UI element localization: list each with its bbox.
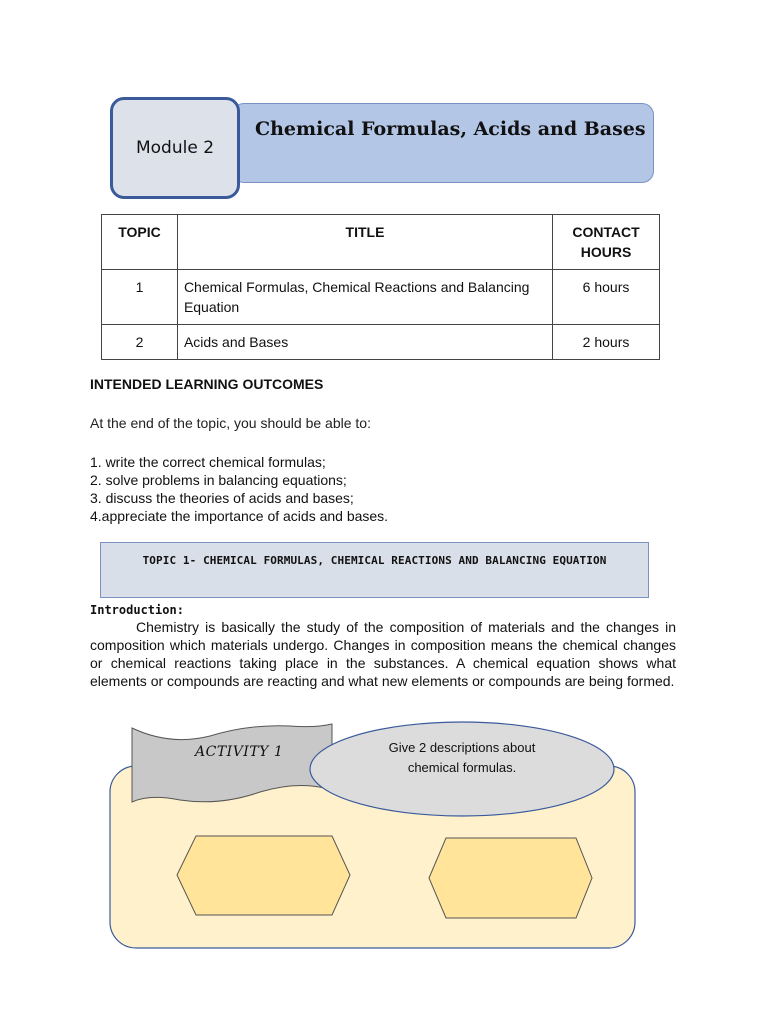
introduction-heading: Introduction: [90, 603, 184, 617]
module-label-box [110, 97, 240, 199]
row-title: Acids and Bases [177, 325, 552, 360]
module-title-banner [232, 103, 654, 183]
row-hours: 2 hours [553, 325, 660, 360]
activity-label: ACTIVITY 1 [195, 744, 284, 760]
list-item: 1. write the correct chemical formulas; [90, 454, 326, 470]
answer-hexagon-left[interactable] [177, 836, 350, 915]
topic-banner-text: TOPIC 1- CHEMICAL FORMULAS, CHEMICAL REACTIONS AND BALANCING EQUATION [142, 554, 607, 567]
list-item: 2. solve problems in balancing equations; [90, 472, 347, 488]
module-title: Chemical Formulas, Acids and Bases [255, 118, 646, 140]
activity-prompt: Give 2 descriptions about chemical formulas. [388, 740, 536, 775]
header-contact-hours [553, 215, 660, 270]
header-hours-line2: HOURS [580, 244, 632, 260]
outcomes-heading: INTENDED LEARNING OUTCOMES [90, 376, 324, 392]
list-item: 4.appreciate the importance of acids and bases. [90, 508, 389, 524]
header-hours-line1: CONTACT [572, 224, 640, 240]
outcome-list [90, 453, 388, 525]
topic-banner [100, 542, 649, 598]
topic-table [101, 214, 660, 360]
table-row [102, 270, 660, 325]
module-label: Module 2 [135, 138, 215, 158]
header-topic: TOPIC [102, 215, 178, 270]
list-item: 3. discuss the theories of acids and bases; [90, 490, 354, 506]
table-row [102, 325, 660, 360]
row-title: Chemical Formulas, Chemical Reactions and Balancing Equation [177, 270, 552, 325]
row-topic: 2 [102, 325, 178, 360]
row-hours: 6 hours [553, 270, 660, 325]
outcomes-intro: At the end of the topic, you should be able to: [90, 415, 371, 431]
introduction-paragraph: Chemistry is basically the study of the composition of materials and the changes in composition which materials undergo. Changes in composition means the chemical changes or chemical reactions taking place in the substances. A chemical equation shows what elements or compounds are reacting and what new elements or compounds are being formed. [90, 619, 676, 689]
row-topic: 1 [102, 270, 178, 325]
table-header-row [102, 215, 660, 270]
answer-hexagon-right[interactable] [429, 838, 592, 918]
header-title: TITLE [177, 215, 552, 270]
